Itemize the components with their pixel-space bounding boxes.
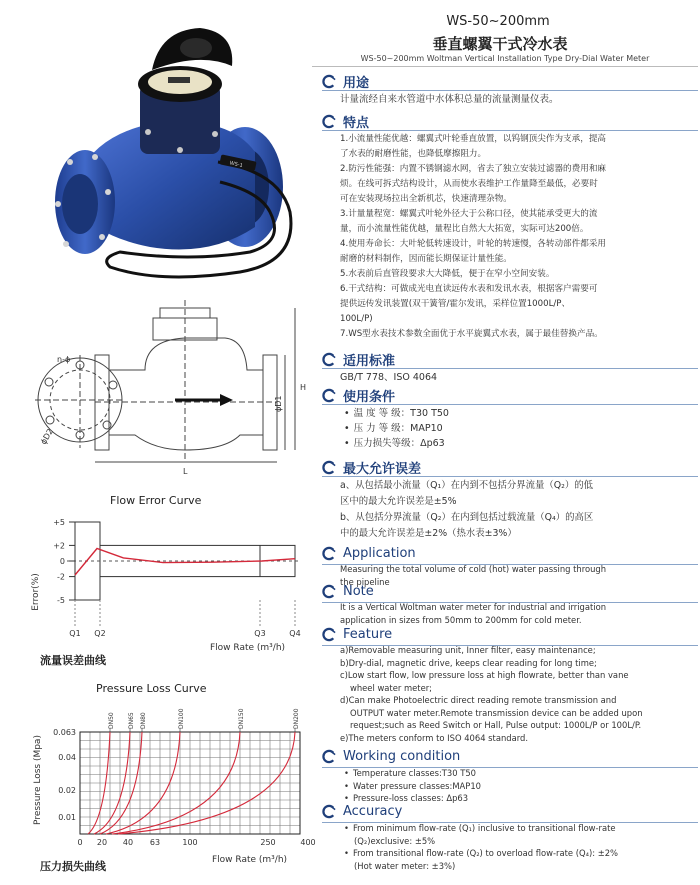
flow-error-chart [30, 512, 305, 657]
pressure-loss-title: Pressure Loss Curve [96, 682, 207, 695]
y-tick-label: -5 [57, 596, 65, 605]
c-logo-icon [322, 114, 337, 129]
x-tick-label: Q4 [289, 629, 301, 638]
section-accuracy-en-heading: Accuracy [322, 804, 402, 819]
section-standard-heading: 适用标准 [322, 350, 395, 369]
y-tick-label: 0.01 [58, 813, 76, 822]
product-title-en: WS-50~200mm Woltman Vertical Installation Type Dry-Dial Water Meter [360, 54, 650, 63]
section-note-heading: Note [322, 584, 374, 599]
conditions-list: • 温 度 等 级：T30 T50 • 压 力 等 级：MAP10 • 压力损失等级：Δp63 [344, 406, 674, 451]
note-text: It is a Vertical Woltman water meter for industrial and irrigation application in sizes from 50mm to 200mm for cold meter. [340, 602, 607, 625]
y-tick-label: 0.063 [53, 728, 76, 737]
label-h: H [300, 383, 307, 392]
error-curve [75, 549, 295, 576]
x-tick-label: 63 [149, 838, 161, 847]
c-logo-icon [322, 352, 337, 367]
pressure-loss-chart [30, 700, 316, 866]
model-title: WS-50~200mm [446, 14, 550, 29]
flow-error-ylabel: Error(%) [31, 573, 41, 611]
x-tick-label: 20 [96, 838, 108, 847]
y-tick-label: +2 [53, 541, 65, 551]
pressure-loss-xlabel: Flow Rate (m³/h) [212, 855, 288, 865]
c-logo-icon [322, 388, 337, 403]
section-conditions-heading: 使用条件 [322, 386, 395, 405]
series-label: DN100 [178, 708, 185, 729]
c-logo-icon [322, 804, 337, 819]
standard-text: GB/T 778、ISO 4064 [340, 372, 438, 383]
c-logo-icon [322, 749, 337, 764]
header-divider [312, 66, 698, 67]
label-n-phi: n-ϕ [57, 355, 71, 364]
pressure-loss-caption: 压力损失曲线 [40, 860, 106, 873]
section-purpose-heading: 用途 [322, 72, 369, 91]
x-tick-label: 100 [182, 838, 198, 847]
features-text: 1.小流量性能优越：螺翼式叶轮垂直放置，以钨钢顶尖作为支承，提高 了水表的耐磨性能，也降低摩擦阻力。 2.防污性能强：内置不锈钢滤水网，省去了独立安装过滤器的费用和麻 烦。在线可拆式结构设计，从而使水表维护工作量降至最低，必要时 可在安装现场拉出全新机芯，快速清理杂物。 3.计量量程宽：螺翼式叶轮外径大于公称口径，使其能承受更大的流 量，而小流量性能优越，量程比自然大大拓宽，实际可达200倍。 4.使用寿命长：大叶轮低转速设计，叶轮的转速慢，各转动部件都采用 耐磨的材料制作，因而能长期保证计量性能。 5.水表前后直管段要求大大降低，便于在窄小空间安装。 6.干式结构：可做成光电直读远传水表和发讯水表，根据客户需要可 提供远传发讯装置(双干簧管/霍尔发讯，采样位置1000L/P、 100L/P) 7.WS型水表技术参数全面优于水平旋翼式水表，属于最佳替换产品。 [340, 134, 607, 339]
y-tick-label: -2 [57, 572, 65, 582]
label-l: L [183, 467, 188, 476]
pressure-loss-ylabel: Pressure Loss (Mpa) [33, 735, 43, 825]
series-label: DN65 [128, 712, 135, 729]
cable-tag: WS-1 [229, 160, 244, 169]
series-label: DN150 [238, 708, 245, 729]
x-tick-label: 40 [122, 838, 134, 847]
purpose-text: 计量流经自来水管道中水体积总量的流量测量仪表。 [340, 94, 559, 105]
x-tick-label: 400 [300, 838, 316, 847]
x-tick-label: 250 [260, 838, 276, 847]
dimension-drawing [35, 300, 310, 480]
section-application-heading: Application [322, 546, 416, 561]
y-tick-label: +5 [53, 518, 65, 527]
section-accuracy-heading: 最大允许误差 [322, 458, 421, 477]
working-list: • Temperature classes:T30 T50 • Water pressure classes:MAP10 • Pressure-loss classes: Δp63 [344, 767, 674, 805]
x-tick-label: Q2 [94, 629, 106, 638]
x-tick-label: Q1 [69, 629, 81, 638]
label-d2: ϕD2 [38, 427, 55, 446]
series-label: DN80 [140, 712, 147, 729]
accuracy-text-en: • From minimum flow-rate (Q₁) inclusive to transitional flow-rate (Q₂)exclusive: ±5% • From transitional flow-rate (Q₂) to overload flow-rate (Q₄): ±2% (Hot water meter: ±3%) [344, 822, 674, 872]
product-title-cn: 垂直螺翼干式冷水表 [432, 35, 568, 53]
feature-text: a)Removable measuring unit, Inner filter, easy maintenance; b)Dry-dial, magnetic drive, keeps clear reading for long time; c)Low start flow, low pressure loss at high flowrate, better than vane wheel water meter; d)Can make Photoelectric direct reading remote transmission and OUTPUT water meter.Remote transmission device can be added upon request;such as Reed Switch or Hall, Pulse output: 1000L/P or 100L/P. e)The meters conform to ISO 4064 standard. [340, 645, 643, 743]
section-working-heading: Working condition [322, 749, 460, 764]
y-tick-label: 0 [59, 557, 65, 566]
application-text: Measuring the total volume of cold (hot) water passing through the pipeline [340, 564, 607, 587]
flow-error-caption: 流量误差曲线 [40, 654, 106, 667]
c-logo-icon [322, 460, 337, 475]
series-label: DN50 [108, 712, 115, 729]
x-tick-label: Q3 [254, 629, 266, 638]
flow-error-xlabel: Flow Rate (m³/h) [210, 643, 286, 653]
y-tick-label: 0.02 [58, 786, 76, 795]
c-logo-icon [322, 627, 337, 642]
y-tick-label: 0.04 [58, 753, 76, 762]
water-meter-photo [40, 22, 310, 292]
accuracy-text-cn: a、从包括最小流量（Q₁）在内到不包括分界流量（Q₂）的低 区中的最大允许误差是±5% b、从包括分界流量（Q₂）在内到包括过载流量（Q₄）的高区 中的最大允许误差是±2%（热水表±3%） [340, 480, 594, 539]
section-features-heading: 特点 [322, 112, 369, 131]
c-logo-icon [322, 546, 337, 561]
c-logo-icon [322, 74, 337, 89]
c-logo-icon [322, 584, 337, 599]
flow-error-title: Flow Error Curve [110, 494, 202, 507]
series-label: DN200 [293, 708, 300, 729]
x-tick-label: 0 [77, 838, 83, 847]
section-feature-heading: Feature [322, 627, 392, 642]
label-d1: ϕD1 [274, 395, 283, 412]
